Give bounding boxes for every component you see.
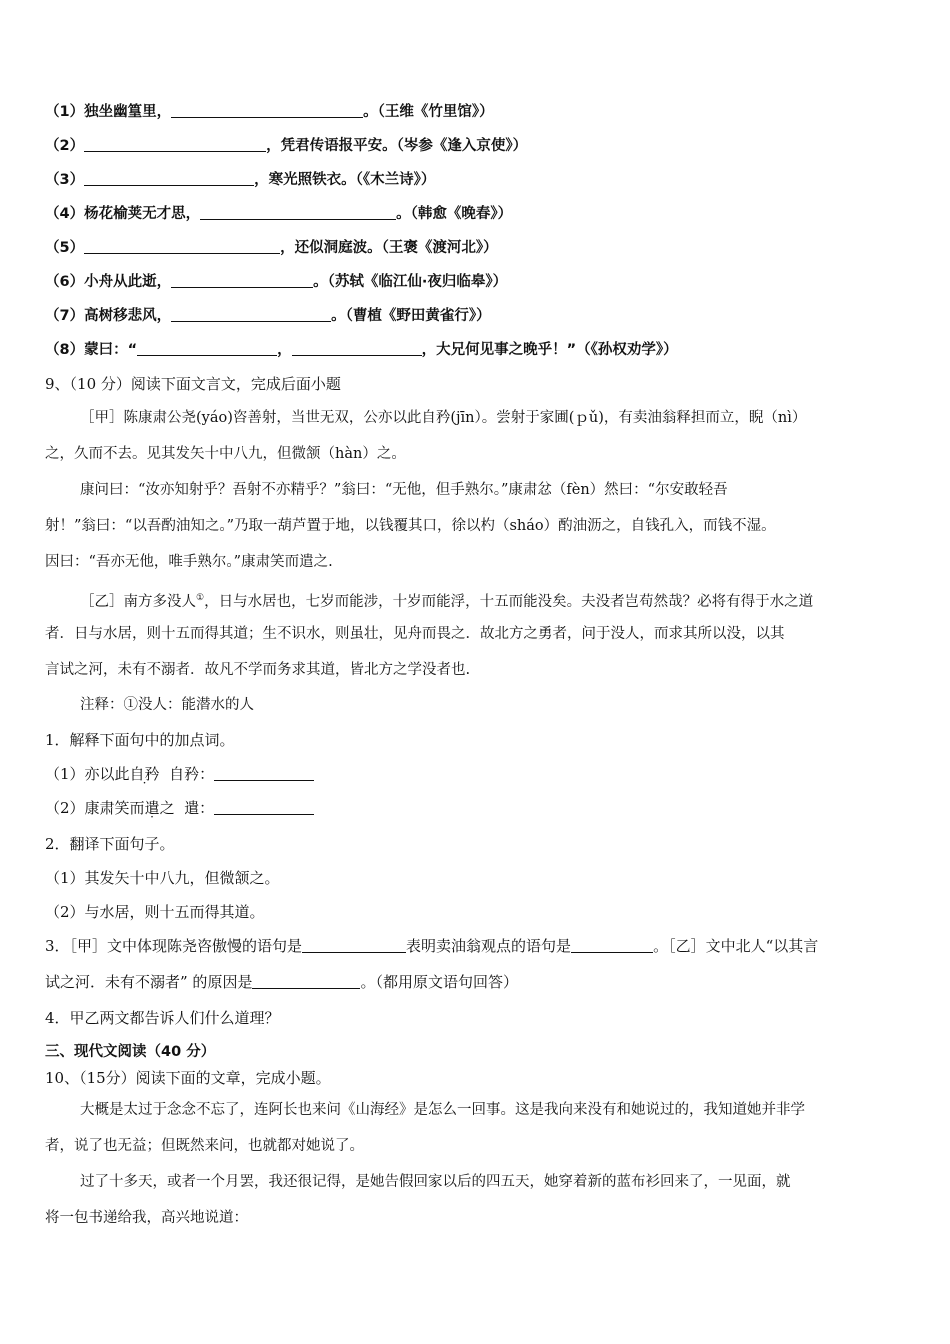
sub-question-1-title: 1．解释下面句中的加点词。 xyxy=(45,731,235,749)
passage-yi-line: 言试之河，未有不溺者．故凡不学而务求其道，皆北方之学没者也. xyxy=(45,662,471,678)
sub-question-1b: （2）康肃笑而遣之 遣： xyxy=(45,798,314,818)
answer-blank[interactable] xyxy=(84,137,266,152)
poem-line-6: （6）小舟从此逝， 。（苏轼《临江仙·夜归临皋》） xyxy=(45,274,508,290)
sub-question-3: 3．［甲］文中体现陈尧咨傲慢的语句是 表明卖油翁观点的语句是 。［乙］文中北人“以其言 xyxy=(45,937,819,955)
answer-blank[interactable] xyxy=(252,974,360,989)
answer-blank[interactable] xyxy=(137,341,277,356)
poem-line-5: （5） ，还似洞庭波。（王褒《渡河北》） xyxy=(45,240,498,256)
answer-blank[interactable] xyxy=(171,103,363,118)
answer-blank[interactable] xyxy=(84,171,254,186)
passage-line: 者，说了也无益；但既然来问，也就都对她说了。 xyxy=(45,1138,364,1154)
answer-blank[interactable] xyxy=(214,766,314,781)
question-10-header: 10、（15分）阅读下面的文章，完成小题。 xyxy=(45,1069,331,1087)
passage-jia-line: 因曰：“吾亦无他，唯手熟尔。”康肃笑而遣之. xyxy=(45,554,333,570)
answer-blank[interactable] xyxy=(171,307,331,322)
passage-jia-line: ［甲］陈康肃公尧(yáo)咨善射，当世无双，公亦以此自矜(jīn）。尝射于家圃(ｐǔ)，有卖油翁释担而立，睨（nì） xyxy=(80,410,807,426)
poem-line-3: （3） ，寒光照铁衣。（《木兰诗》） xyxy=(45,172,436,188)
answer-blank[interactable] xyxy=(292,341,422,356)
sub-question-2a: （1）其发矢十中八九，但微颔之。 xyxy=(45,869,280,887)
passage-line: 大概是太过于念念不忘了，连阿长也来问《山海经》是怎么一回事。这是我向来没有和她说过的，我知道她并非学 xyxy=(80,1102,805,1118)
question-9-header: 9、（10 分）阅读下面文言文，完成后面小题 xyxy=(45,375,341,393)
answer-blank[interactable] xyxy=(571,938,653,953)
passage-yi-line: 者．日与水居，则十五而得其道；生不识水，则虽壮，见舟而畏之．故北方之勇者，问于没人，而求其所以没，以其 xyxy=(45,626,785,642)
sub-question-2-title: 2．翻译下面句子。 xyxy=(45,835,175,853)
poem-line-7: （7）高树移悲风， 。（曹植《野田黄雀行》） xyxy=(45,308,491,324)
poem-line-8: （8）蒙曰：“ ， ，大兄何见事之晚乎！”（《孙权劝学》） xyxy=(45,342,678,358)
answer-blank[interactable] xyxy=(171,273,313,288)
passage-note: 注释：①没人：能潜水的人 xyxy=(80,697,254,713)
answer-blank[interactable] xyxy=(84,239,280,254)
answer-blank[interactable] xyxy=(200,205,396,220)
sub-question-2b: （2）与水居，则十五而得其道。 xyxy=(45,903,265,921)
sub-question-1a: （1）亦以此自矜 自矜： xyxy=(45,764,314,784)
answer-blank[interactable] xyxy=(302,938,406,953)
poem-line-2: （2） ，凭君传语报平安。（岑参《逢入京使》） xyxy=(45,138,528,154)
poem-line-4: （4）杨花榆荚无才思， 。（韩愈《晚春》） xyxy=(45,206,513,222)
passage-jia-line: 射！”翁曰：“以吾酌油知之。”乃取一葫芦置于地，以钱覆其口，徐以杓（sháo）酌油沥之，自钱孔入，而钱不湿。 xyxy=(45,518,776,534)
sub-question-3-cont: 试之河．未有不溺者” 的原因是 。（都用原文语句回答） xyxy=(45,973,518,991)
sub-question-4: 4．甲乙两文都告诉人们什么道理？ xyxy=(45,1009,280,1027)
passage-jia-line: 之，久而不去。见其发矢十中八九，但微颔（hàn）之。 xyxy=(45,446,406,462)
passage-line: 过了十多天，或者一个月罢，我还很记得，是她告假回家以后的四五天，她穿着新的蓝布衫回来了，一见面，就 xyxy=(80,1174,791,1190)
section-3-heading: 三、现代文阅读（40 分） xyxy=(45,1044,216,1060)
passage-line: 将一包书递给我，高兴地说道： xyxy=(45,1210,248,1226)
answer-blank[interactable] xyxy=(214,800,314,815)
passage-jia-line: 康问曰：“汝亦知射乎？吾射不亦精乎？”翁曰：“无他，但手熟尔。”康肃忿（fèn）然曰：“尔安敢轻吾 xyxy=(80,482,728,498)
poem-line-1: （1）独坐幽篁里， 。（王维《竹里馆》） xyxy=(45,104,494,120)
passage-yi-line: ［乙］南方多没人①，日与水居也，七岁而能涉，十岁而能浮，十五而能没矣。夫没者岂苟然哉？必将有得于水之道 xyxy=(80,593,814,610)
